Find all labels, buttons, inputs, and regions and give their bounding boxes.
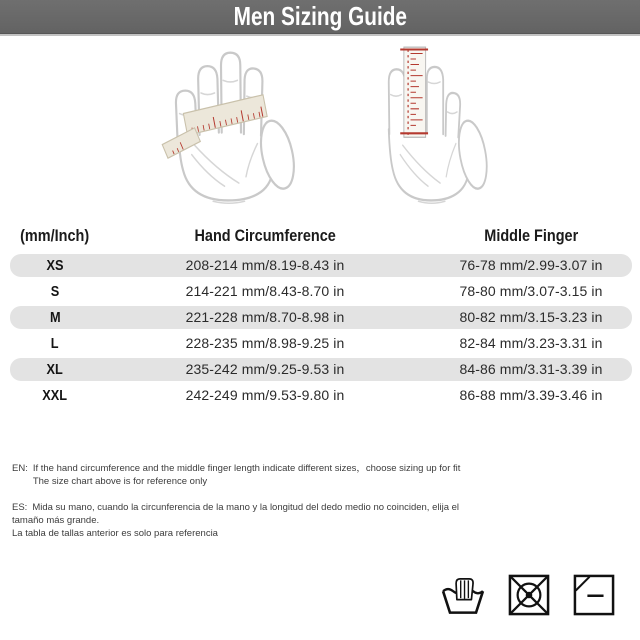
care-icons bbox=[440, 572, 616, 618]
size-cell: XS bbox=[46, 256, 64, 274]
size-cell: XL bbox=[46, 360, 64, 378]
column-header-hand-circumference: Hand Circumference bbox=[194, 226, 336, 245]
middle-finger-cell: 86-88 mm/3.39-3.46 in bbox=[459, 386, 603, 403]
size-cell: M bbox=[49, 308, 61, 326]
hand-circumference-cell: 235-242 mm/9.25-9.53 in bbox=[185, 360, 345, 377]
note-en-label: EN: bbox=[12, 463, 28, 474]
hand-circumference-cell: 221-228 mm/8.70-8.98 in bbox=[185, 308, 345, 325]
note-en bbox=[12, 462, 460, 488]
size-table bbox=[10, 222, 632, 410]
table-row-xl bbox=[10, 358, 632, 381]
hand-with-ruler-icon bbox=[370, 44, 497, 206]
middle-finger-cell: 78-80 mm/3.07-3.15 in bbox=[459, 282, 603, 299]
note-en-line2: The size chart above is for reference only bbox=[32, 476, 208, 487]
middle-finger-cell: 76-78 mm/2.99-3.07 in bbox=[459, 256, 603, 273]
hand-circumference-cell: 214-221 mm/8.43-8.70 in bbox=[185, 282, 345, 299]
note-es-line2: La tabla de tallas anterior es solo para referencia bbox=[12, 528, 218, 539]
middle-finger-cell: 84-86 mm/3.31-3.39 in bbox=[459, 360, 603, 377]
column-header-units: (mm/Inch) bbox=[20, 226, 90, 245]
note-es bbox=[12, 501, 492, 540]
hand-wash-icon bbox=[440, 572, 486, 618]
page-title: Men Sizing Guide bbox=[233, 1, 407, 31]
size-table-header bbox=[10, 222, 632, 250]
hand-with-measuring-tape-icon bbox=[156, 44, 306, 206]
table-row-l bbox=[10, 332, 632, 355]
table-row-s bbox=[10, 280, 632, 303]
table-row-xxl bbox=[10, 384, 632, 407]
dry-flat-in-shade-icon bbox=[572, 572, 616, 618]
note-en-line1: If the hand circumference and the middle finger length indicate different sizes，choose sizing up for fit bbox=[32, 463, 461, 474]
table-row-m bbox=[10, 306, 632, 329]
middle-finger-cell: 82-84 mm/3.23-3.31 in bbox=[459, 334, 603, 351]
title-bar bbox=[0, 0, 640, 34]
size-table-rows bbox=[10, 254, 632, 407]
note-es-label: ES: bbox=[12, 502, 28, 513]
table-row-xs bbox=[10, 254, 632, 277]
size-cell: L bbox=[51, 334, 59, 352]
do-not-tumble-dry-icon bbox=[507, 572, 551, 618]
size-cell: XXL bbox=[42, 386, 68, 404]
middle-finger-cell: 80-82 mm/3.15-3.23 in bbox=[459, 308, 603, 325]
note-es-line1: Mida su mano, cuando la circunferencia de la mano y la longitud del dedo medio no coinciden, elija el tamaño más grande. bbox=[12, 502, 460, 526]
column-header-middle-finger: Middle Finger bbox=[484, 226, 578, 245]
hand-circumference-cell: 208-214 mm/8.19-8.43 in bbox=[185, 256, 345, 273]
hand-circumference-cell: 228-235 mm/8.98-9.25 in bbox=[185, 334, 345, 351]
hand-circumference-cell: 242-249 mm/9.53-9.80 in bbox=[185, 386, 345, 403]
size-cell: S bbox=[50, 282, 60, 300]
